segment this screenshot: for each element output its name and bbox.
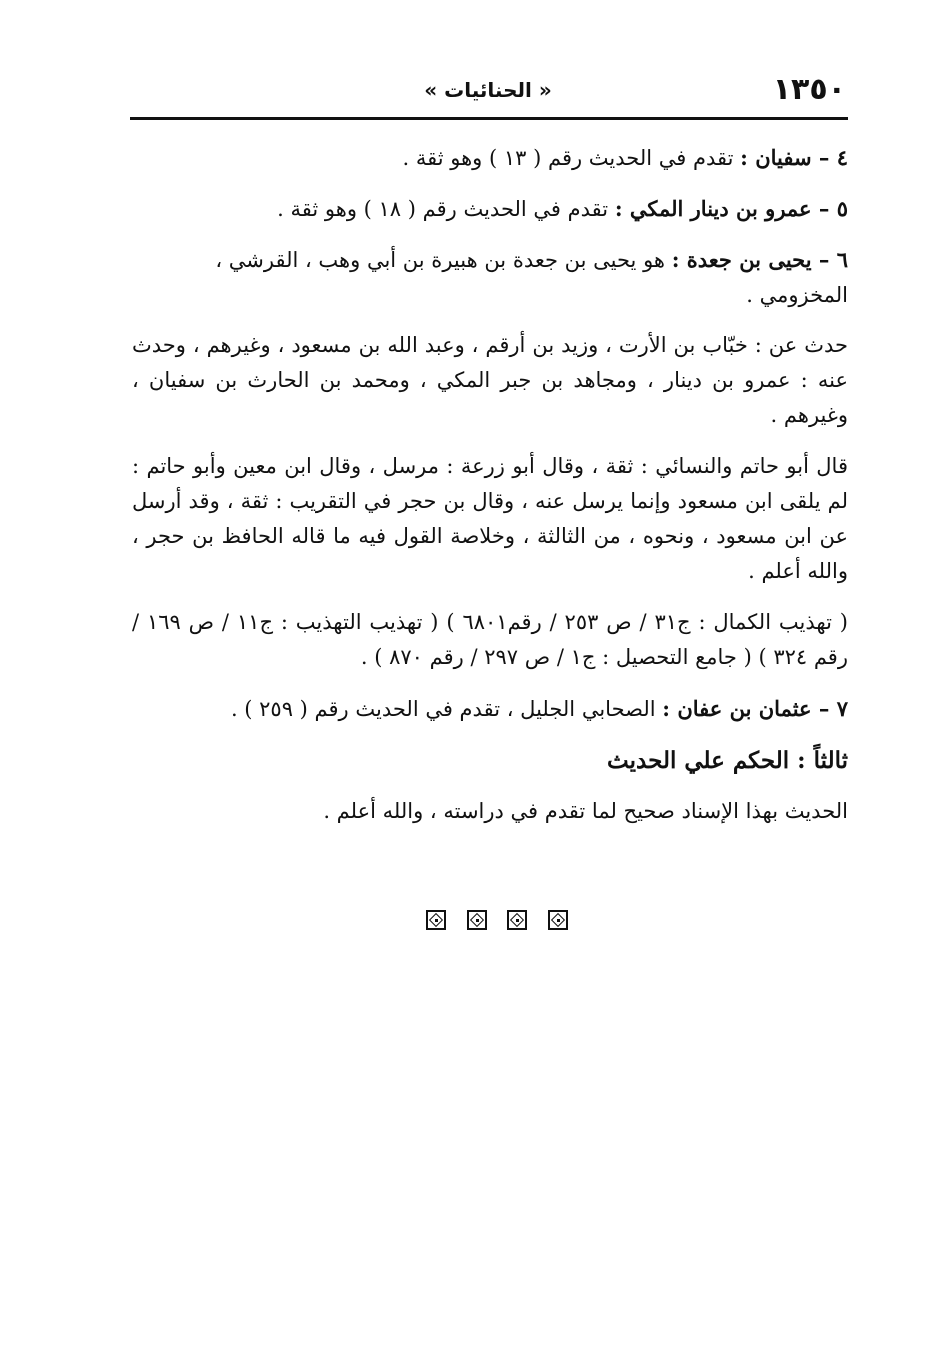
page-number: ١٣٥٠ xyxy=(772,72,846,107)
square-ornament-icon xyxy=(548,910,568,930)
narrator-entry xyxy=(132,691,848,727)
opinions-paragraph: قال أبو حاتم والنسائي : ثقة ، وقال أبو زرعة : مرسل ، وقال ابن معين وأبو حاتم : لم يلقى ابن مسعود وإنما يرسل عنه ، وقال بن حجر في التقريب : ثقة ، وقد أرسل عن ابن مسعود ، ونحوه ، من الثالثة ، وخلاصة القول فيه ما قاله الحافظ بن حجر ، والله أعلم . xyxy=(132,454,848,583)
main-content xyxy=(132,140,848,829)
narrator-entry xyxy=(132,191,848,227)
narrator-entry xyxy=(132,140,848,176)
page-header xyxy=(130,70,846,110)
narrator-text: تقدم في الحديث رقم ( ١٨ ) وهو ثقة . xyxy=(277,197,609,221)
narrator-name: ٦ – يحيى بن جعدة : xyxy=(671,247,848,272)
narrator-entry xyxy=(132,242,848,313)
references-paragraph: ( تهذيب الكمال : ج٣١ / ص ٢٥٣ / رقم٦٨٠١ ) ( تهذيب التهذيب : ج١١ / ص ١٦٩ / رقم ٣٢٤ ) ( جامع التحصيل : ج١ / ص ٢٩٧ / رقم ٨٧٠ ) . xyxy=(132,610,848,669)
conclusion-paragraph: الحديث بهذا الإسناد صحيح لما تقدم في دراسته ، والله أعلم . xyxy=(323,799,848,823)
square-ornament-icon xyxy=(467,910,487,930)
narrator-name: ٥ – عمرو بن دينار المكي : xyxy=(614,196,848,221)
narrated-from-paragraph: حدث عن : خبّاب بن الأرت ، وزيد بن أرقم ، وعبد الله بن مسعود ، وغيرهم ، وحدث عنه : عمرو بن دينار ، ومجاهد بن جبر المكي ، ومحمد بن الحارث بن سفيان ، وغيرهم . xyxy=(132,333,848,427)
narrator-text: هو يحيى بن جعدة بن هبيرة بن أبي وهب ، القرشي ، المخزومي . xyxy=(215,248,848,307)
narrator-text: تقدم في الحديث رقم ( ١٣ ) وهو ثقة . xyxy=(402,146,734,170)
narrator-name: ٤ – سفيان : xyxy=(740,145,848,170)
end-ornaments xyxy=(426,910,568,934)
narrator-name: ٧ – عثمان بن عفان : xyxy=(662,696,848,721)
section-heading: ثالثاً : الحكم علي الحديث xyxy=(607,747,848,774)
header-divider xyxy=(130,117,848,120)
square-ornament-icon xyxy=(507,910,527,930)
running-title: « الحنائيات » xyxy=(424,78,552,102)
square-ornament-icon xyxy=(426,910,446,930)
narrator-text: الصحابي الجليل ، تقدم في الحديث رقم ( ٢٥٩ ) . xyxy=(230,697,656,721)
